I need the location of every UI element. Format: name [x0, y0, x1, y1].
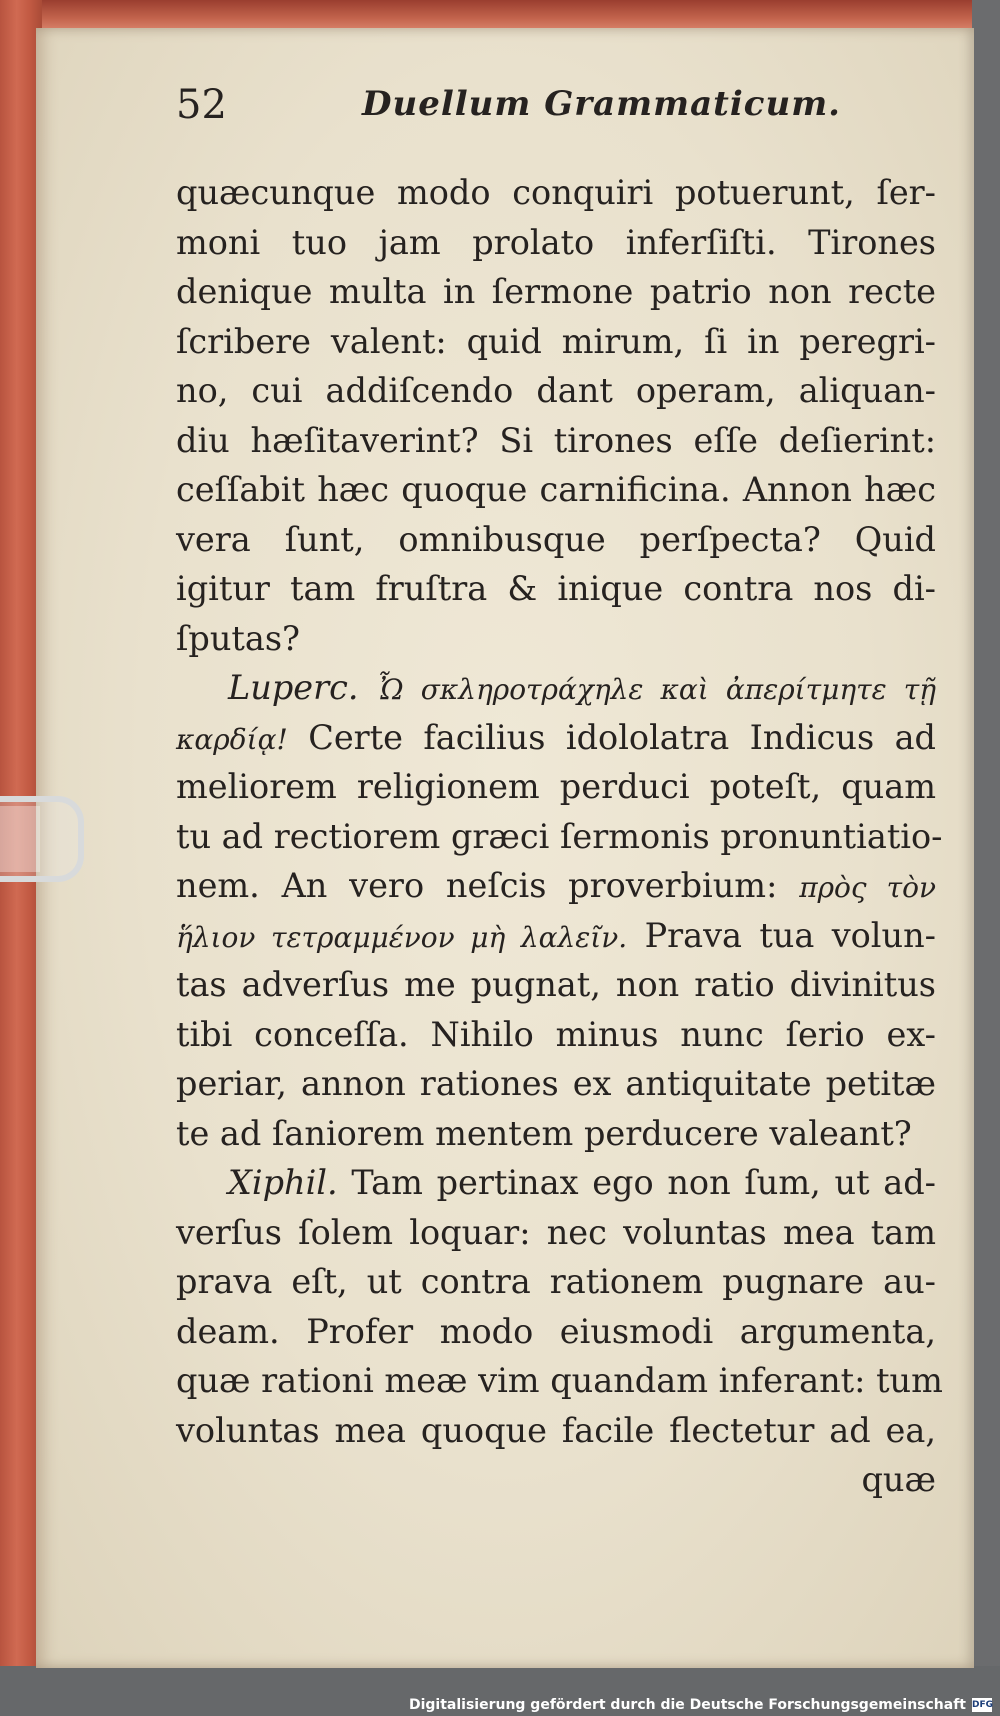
text-line: no, cui addiſcendo dant operam, aliquan- — [176, 371, 936, 410]
text-segment: Certe facilius idololatra Indicus ad — [308, 717, 937, 757]
text-line: te ad ſaniorem mentem perducere valeant? — [176, 1113, 912, 1153]
text-line: tibi conceſſa. Nihilo minus nunc ſerio ex- — [176, 1014, 936, 1054]
text-line: periar, annon rationes ex antiquitate petitæ — [176, 1064, 936, 1103]
credit-text: Digitalisierung gefördert durch die Deutsche Forschungsgemeinschaft — [408, 1697, 966, 1713]
text-segment: nem. An vero neſcis proverbium: — [176, 866, 778, 905]
right-margin-shadow — [972, 0, 1000, 1716]
text-line: voluntas mea quoque facile flectetur ad ea, — [176, 1410, 936, 1450]
dfg-logo: DFG — [972, 1700, 994, 1710]
text-line: tas adverſus me pugnat, non ratio divinitus — [176, 965, 936, 1004]
text-line: denique multa in ſermone patrio non recte — [176, 272, 936, 311]
text-line: meliorem religionem perduci poteſt, quam — [176, 767, 936, 806]
text-line: igitur tam fruſtra & inique contra nos di- — [176, 569, 936, 608]
body-text — [176, 168, 943, 1505]
text-line: ſputas? — [176, 618, 301, 658]
text-line: vera ſunt, omnibusque perſpecta? Quid — [176, 519, 936, 559]
xiphil-line-1 — [176, 1158, 936, 1208]
speaker-xiphil: Xiphil. — [228, 1163, 338, 1202]
text-segment: Prava tua volun- — [644, 915, 936, 955]
text-line: ſcribere valent: quid mirum, ſi in peregri- — [176, 321, 936, 361]
page-number: 52 — [176, 82, 227, 128]
text-line: verſus ſolem loquar: nec voluntas mea tam — [176, 1212, 936, 1252]
text-line: quæcunque modo conquiri potuerunt, ſer- — [176, 173, 936, 212]
page-clip — [0, 796, 84, 882]
text-segment: Tam pertinax ego non ſum, ut ad- — [351, 1163, 936, 1202]
running-title: Duellum Grammaticum. — [362, 84, 842, 124]
greek-phrase: πρὸς τὸν — [799, 871, 937, 904]
page-header — [176, 76, 936, 140]
speaker-luperc: Luperc. — [228, 668, 359, 707]
digitization-credit — [409, 1697, 992, 1713]
page-edge-top — [0, 0, 1000, 30]
greek-phrase: Ὦ σκληροτράχηλε καὶ ἀπερίτμητε τῇ — [377, 673, 936, 706]
text-line: moni tuo jam prolato inferſiſti. Tirones — [176, 222, 936, 262]
text-column — [176, 76, 943, 1505]
text-line: quæ rationi meæ vim quandam inferant: tum — [176, 1361, 943, 1400]
luperc-line-6 — [176, 911, 936, 961]
catchword: quæ — [861, 1460, 936, 1499]
greek-phrase: καρδίᾳ! — [176, 722, 288, 756]
text-line: deam. Profer modo eiusmodi argumenta, — [176, 1311, 936, 1351]
luperc-line-2 — [176, 713, 936, 763]
text-line: tu ad rectiorem græci ſermonis pronuntiatio- — [176, 816, 943, 856]
text-line: ceſſabit hæc quoque carnificina. Annon hæc — [176, 470, 936, 509]
text-line: diu hæſitaverint? Si tirones eſſe deſierint: — [176, 420, 936, 460]
greek-phrase: ἥλιον τετραμμένον μὴ λαλεῖν. — [176, 920, 628, 954]
luperc-line-5 — [176, 861, 936, 911]
luperc-line-1 — [176, 663, 936, 713]
text-line: prava eſt, ut contra rationem pugnare au- — [176, 1262, 936, 1301]
